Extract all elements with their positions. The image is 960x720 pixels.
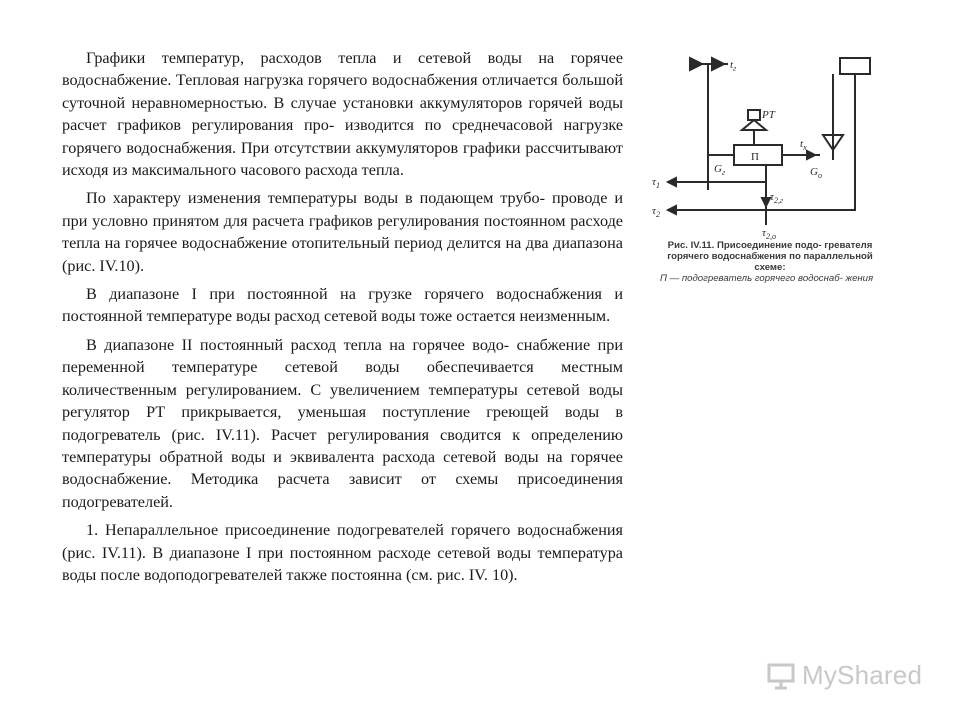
storage-tank bbox=[840, 58, 870, 74]
label-g-g: $G_г$ bbox=[714, 163, 726, 177]
watermark-text: MyShared bbox=[802, 659, 923, 690]
label-tau2g: $\tau_{2,г}$ bbox=[770, 191, 784, 205]
label-tau2: $\tau_2$ bbox=[652, 205, 660, 219]
presentation-icon bbox=[766, 660, 796, 690]
watermark bbox=[766, 657, 922, 693]
arrow-left-icon bbox=[668, 178, 676, 186]
label-t-x: $t_х$ bbox=[800, 138, 807, 152]
paragraph: В диапазоне II постоянный расход тепла на горячее водо- снабжение при переменной температуре сетевой воды обеспечивается местным количественным регулированием. С увеличением температуры сетевой воды регулятор РТ прикрывается, уменьшая поступление греющей воды в подогреватель (рис. IV.11). Расчет регулирования сводится к определению температуры обратной воды и эквивалента расхода сетевой воды на горячее водоснабжение. Методика расчета зависит от схемы присоединения подогревателей. bbox=[62, 335, 623, 511]
label-tau1: $\tau_1$ bbox=[652, 176, 660, 190]
figure-caption bbox=[660, 240, 880, 284]
label-tau2o: $\tau_{2,о}$ bbox=[762, 227, 776, 240]
caption-legend: П — подогреватель горячего водоснаб- жения bbox=[660, 273, 874, 284]
label-t-g: $t_г$ bbox=[730, 59, 737, 73]
arrow-left-icon bbox=[807, 151, 815, 159]
label-rt: РТ bbox=[762, 109, 775, 121]
paragraph: Графики температур, расходов тепла и сетевой воды на горячее водоснабжение. Тепловая нагрузка горячего водоснабжения отличается большой суточной неравномерностью. В случае установки аккумуляторов горячей воды расчет графиков регулирования про- изводится по среднечасовой нагрузке горячего водоснабжения. При отсутствии аккумуляторов графики рассчитывают исходя из максимального часового расхода тепла. bbox=[62, 49, 623, 180]
paragraph: 1. Непараллельное присоединение подогревателей горячего водоснабжения (рис. IV.11). В диапазоне I при постоянном расходе сетевой воды температура воды после водоподогревателей также постоянна (см. рис. IV. 10). bbox=[62, 521, 623, 584]
article-text bbox=[62, 47, 623, 592]
label-p: П bbox=[751, 151, 759, 163]
regulator-rt-icon bbox=[748, 110, 760, 120]
paragraph: В диапазоне I при постоянной на грузке горячего водоснабжения и постоянной температуре воды расход сетевой воды тоже остается неизменным. bbox=[62, 285, 623, 326]
valve-icon bbox=[742, 120, 766, 130]
label-g-o: $G_о$ bbox=[810, 166, 822, 180]
caption-title: Рис. IV.11. Присоединение подо- гревателя горячего водоснабжения по параллельной схеме: bbox=[667, 240, 873, 273]
arrow-left-icon bbox=[668, 206, 676, 214]
arrow-down-icon bbox=[762, 198, 770, 206]
paragraph: По характеру изменения температуры воды в подающем трубо- проводе и при условно принятом для расчета графиков регулирования постоянном расходе тепла на горячее водоснабжение отопительный период делится на два диапазона (рис. IV.10). bbox=[62, 189, 623, 275]
scheme-diagram bbox=[650, 50, 894, 240]
